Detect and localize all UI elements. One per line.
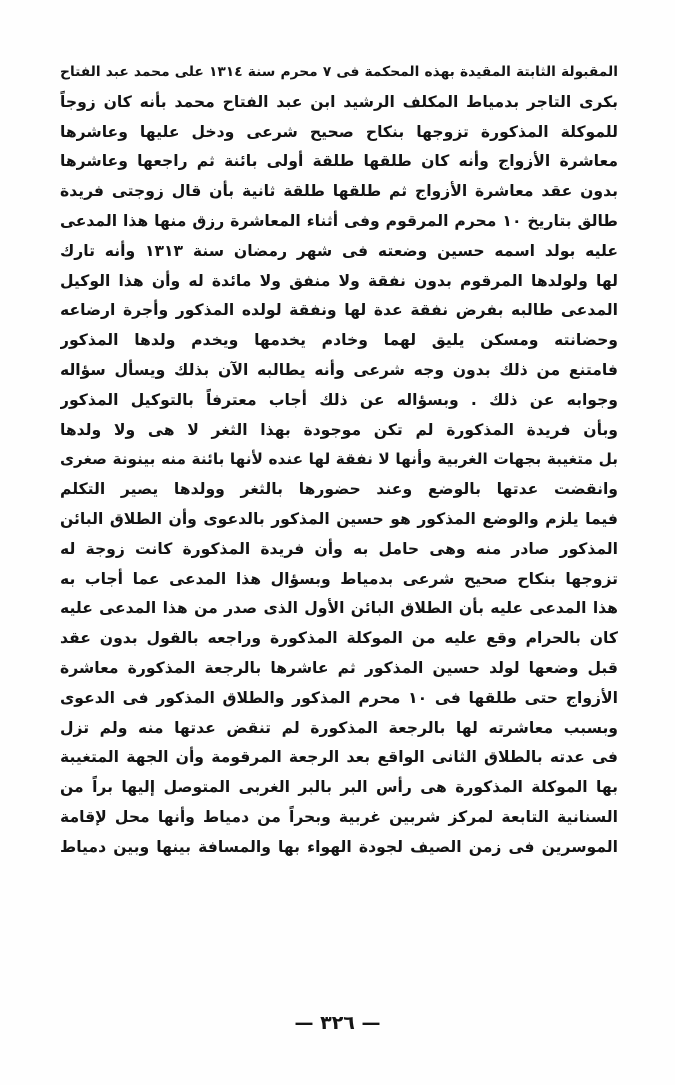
text-line: فيما يلزم والوضع المذكور هو حسين المذكور بالدعوى وأن الطلاق البائن [60, 509, 618, 528]
document-body-text [60, 58, 618, 863]
text-line: كان بالحرام وقع عليه من الموكلة المذكورة وراجعه بالقول بدون عقد [60, 629, 618, 648]
text-line: بها الموكلة المذكورة هى رأس البر بالبر الغربى المتوصل إليها براً من [60, 778, 618, 797]
text-line: فامتنع من ذلك بدون وجه شرعى وأنه يطالبه الآن بذلك ويسأل سؤاله [60, 360, 618, 379]
text-line: وحضانته ومسكن يليق لهما وخادم يخدمها ويخدم ولدها المذكور [60, 331, 618, 350]
text-line: لها ولولدها المرقوم بدون نفقة ولا منفق ولا مائدة له وأن هذا الوكيل [60, 271, 618, 290]
text-line: قبل وضعها لولد حسين المذكور ثم عاشرها بالرجعة المذكورة معاشرة [60, 658, 618, 677]
text-line: وجوابه عن ذلك . وبسؤاله عن ذلك أجاب معترفاً بالتوكيل المذكور [60, 390, 618, 409]
text-line: وانقضت عدتها بالوضع وعند حضورها بالثغر وولدها يصير التكلم [60, 480, 618, 499]
text-line: وبسبب معاشرته لها بالرجعة المذكورة لم تنقض عدتها منه ولم تزل [60, 718, 618, 737]
text-line: للموكلة المذكورة تزوجها بنكاح صحيح شرعى ودخل عليها وعاشرها [60, 122, 618, 141]
page-number: — ٣٢٦ — [294, 1012, 381, 1034]
text-line: تزوجها بنكاح صحيح شرعى بدمياط وبسؤال هذا المدعى عما أجاب به [60, 569, 618, 588]
text-line: طالق بتاريخ ١٠ محرم المرقوم وفى أثناء المعاشرة رزق منها هذا المدعى [60, 211, 618, 230]
text-line: الموسرين فى زمن الصيف لجودة الهواء بها والمسافة بينها وبين دمياط [60, 837, 618, 856]
text-line: وبأن فريدة المذكورة لم تكن موجودة بهذا الثغر لا هى ولا ولدها [60, 420, 618, 439]
text-line: بدون عقد معاشرة الأزواج ثم طلقها طلقة ثانية بأن قال زوجتى فريدة [60, 182, 618, 201]
text-line: عليه بولد اسمه حسين وضعته فى شهر رمضان سنة ١٣١٣ وأنه تارك [60, 241, 618, 260]
text-line: المدعى طالبه بفرض نفقة عدة لها ونفقة لولده المذكور وأجرة ارضاعه [60, 301, 618, 320]
text-line: المقبولة الثابتة المقيدة بهذه المحكمة فى ٧ محرم سنة ١٣١٤ على محمد عبد الفتاح [60, 64, 618, 80]
text-line: بكرى التاجر بدمياط المكلف الرشيد ابن عبد الفتاح محمد بأنه كان زوجاً [60, 92, 618, 111]
text-line: المذكور صادر منه وهى حامل به وأن فريدة المذكورة كانت زوجة له [60, 539, 618, 558]
text-line: هذا المدعى عليه بأن الطلاق البائن الأول الذى صدر من هذا المدعى عليه [60, 599, 618, 618]
text-line: الأزواج حتى طلقها فى ١٠ محرم المذكور والطلاق المذكور فى الدعوى [60, 688, 618, 707]
text-line: معاشرة الأزواج وأنه كان طلقها طلقة أولى بائنة ثم راجعها وعاشرها [60, 152, 618, 171]
text-line: فى عدته بالطلاق الثانى الواقع بعد الرجعة المرقومة وأن الجهة المتغيبة [60, 748, 618, 767]
text-line: السنانية التابعة لمركز شربين غربية وبحراً من دمياط وأنها محل لإقامة [60, 807, 618, 826]
text-line: بل متغيبة بجهات الغربية وأنها لا نفقة لها عنده لأنها بائنة منه بينونة صغرى [60, 450, 618, 469]
